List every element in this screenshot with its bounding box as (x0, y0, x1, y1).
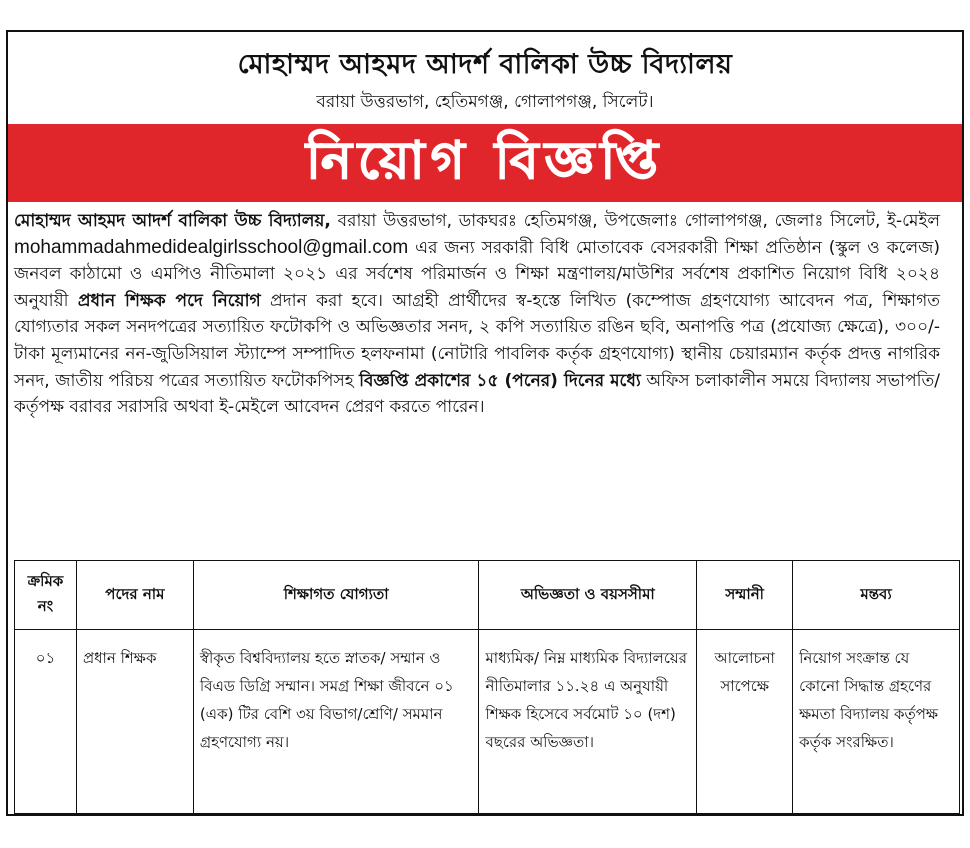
cell-serial: ০১ (15, 630, 77, 814)
table-row (15, 630, 960, 814)
notice-email: mohammadahmedidealgirlsschool@gmail.com (14, 236, 409, 258)
banner-title: নিয়োগ বিজ্ঞপ্তি (306, 130, 664, 191)
notice-body (14, 208, 940, 421)
header-serial: ক্রমিক নং (15, 561, 77, 630)
header-post: পদের নাম (76, 561, 193, 630)
posts-table (14, 560, 960, 814)
cell-post: প্রধান শিক্ষক (76, 630, 193, 814)
cell-remarks: নিয়োগ সংক্রান্ত যে কোনো সিদ্ধান্ত গ্রহণের ক্ষমতা বিদ্যালয় কর্তৃপক্ষ কর্তৃক সংরক্ষিত। (793, 630, 960, 814)
notice-post: প্রধান শিক্ষক পদে নিয়োগ (77, 290, 261, 311)
header-experience: অভিজ্ঞতা ও বয়সসীমা (479, 561, 697, 630)
school-name-heading: মোহাম্মদ আহমদ আদর্শ বালিকা উচ্চ বিদ্যালয় (237, 49, 733, 80)
header-remarks: মন্তব্য (793, 561, 960, 630)
school-address: বরায়া উত্তরভাগ, হেতিমগঞ্জ, গোলাপগঞ্জ, সিলেট। (316, 92, 654, 112)
notice-text-2: প্রদান করা হবে। আগ্রহী প্রার্থীদের স্ব-হস্তে লিখিত (কম্পোজ গ্রহণযোগ্য আবেদন পত্র, শিক্ষাগত যোগ্যতার সকল সনদপত্রের সত্যায়িত ফটোকপি ও অভিজ্ঞতার সনদ, ২ কপি সত্যায়িত রঙিন ছবি, অনাপত্তি পত্র (প্রযোজ্য ক্ষেত্রে), ৩০০/- টাকা মূল্যমানের নন-জুডিসিয়াল স্ট্যাম্পে সম্পাদিত হলফনামা (নোটারি পাবলিক কর্তৃক গ্রহণযোগ্য) স্থানীয় চেয়ারম্যান কর্তৃক প্রদত্ত নাগরিক সনদ, জাতীয় পরিচয় পত্রের সত্যায়িত ফটোকপিসহ (14, 290, 941, 391)
notice-school-name: মোহাম্মদ আহমদ আদর্শ বালিকা উচ্চ বিদ্যালয়, (14, 211, 331, 231)
cell-experience: মাধ্যমিক/ নিম্ন মাধ্যমিক বিদ্যালয়ের নীতিমালার ১১.২৪ এ অনুযায়ী শিক্ষক হিসেবে সর্বমোট ১০ (দশ) বছরের অভিজ্ঞতা। (479, 630, 697, 814)
cell-salary: আলোচনা সাপেক্ষে (697, 630, 793, 814)
header-salary: সম্মানী (697, 561, 793, 630)
notice-deadline: বিজ্ঞপ্তি প্রকাশের ১৫ (পনের) দিনের মধ্যে (359, 370, 641, 391)
table-header-row (15, 561, 960, 630)
cell-qualification: স্বীকৃত বিশ্ববিদ্যালয় হতে স্নাতক/ সম্মান ও বিএড ডিগ্রি সম্মান। সমগ্র শিক্ষা জীবনে ০১ (এক) টির বেশি ৩য় বিভাগ/শ্রেণি/ সমমান গ্রহণযোগ্য নয়। (193, 630, 479, 814)
header-qualification: শিক্ষাগত যোগ্যতা (193, 561, 479, 630)
title-banner (8, 124, 962, 202)
notice-text-3: অফিস চলাকালীন সময়ে বিদ্যালয় সভাপতি/কর্তৃপক্ষ বরাবর সরাসরি অথবা ই-মেইলে আবেদন প্রেরণ করতে পারেন। (14, 370, 940, 418)
notice-text-1: এর জন্য সরকারী বিধি মোতাবেক বেসরকারী শিক্ষা প্রতিষ্ঠান (স্কুল ও কলেজ) জনবল কাঠামো ও এমপিও নীতিমালা ২০২১ এর সর্বশেষ পরিমার্জন ও শিক্ষা মন্ত্রণালয়/মাউশির সর্বশেষ প্রকাশিত নিয়োগ বিধি ২০২৪ অনুযায়ী (14, 237, 940, 311)
notice-address: বরায়া উত্তরভাগ, ডাকঘরঃ হেতিমগঞ্জ, উপজেলাঃ গোলাপগঞ্জ, জেলাঃ সিলেট, ই-মেইল (330, 211, 941, 231)
